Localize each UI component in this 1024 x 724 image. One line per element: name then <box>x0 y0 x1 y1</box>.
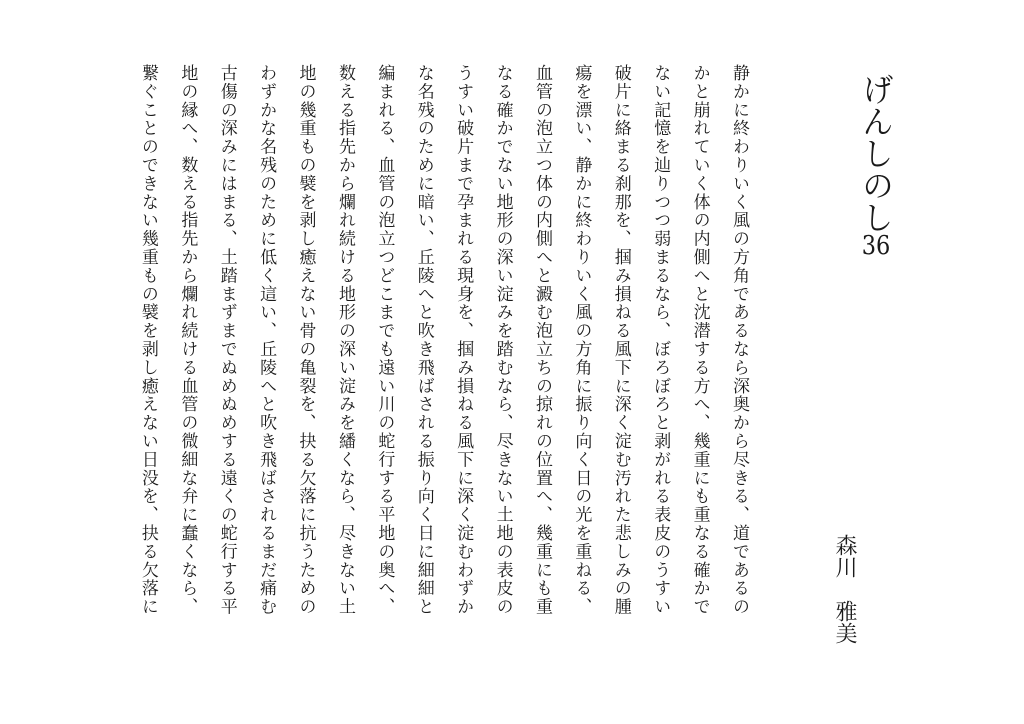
poem-line: 編まれる、血管の泡立つどこまでも遠い川の蛇行する平地の奥へ、 <box>374 64 395 616</box>
poem-line: 地の幾重もの襞を剥し癒えない骨の亀裂を、抉る欠落に抗うための <box>295 64 316 616</box>
poem-title-text: げんしのし <box>857 73 895 233</box>
poem-line: 地の縁へ、数える指先から爛れ続ける血管の微細な弁に蠢くなら、 <box>177 64 198 616</box>
poem-line: 瘍を漂い、静かに終わりいく風の方角に振り向く日の光を重ねる、 <box>571 64 592 616</box>
poem-line: かと崩れていく体の内側へと沈潜する方へ、幾重にも重なる確かで <box>689 64 710 616</box>
poem-line: ない記憶を辿りつつ弱まるなら、ぼろぼろと剥がれる表皮のうすい <box>650 64 671 616</box>
author-name: 森川 雅美 <box>832 534 857 644</box>
poem-line: 数える指先から爛れ続ける地形の深い淀みを繙くなら、尽きない土 <box>334 64 355 616</box>
poem-line: 静かに終わりいく風の方角であるなら深奥から尽きる、道であるの <box>729 64 749 616</box>
poem-line: 血管の泡立つ体の内側へと澱む泡立ちの掠れの位置へ、幾重にも重 <box>531 64 552 616</box>
poem-title-number: 36 <box>861 233 891 259</box>
poem-line: 繋ぐことのできない幾重もの襞を剥し癒えない日没を、抉る欠落に <box>137 64 158 616</box>
poem-line: 古傷の深みにはまる、土踏まずまでぬめぬめする遠くの蛇行する平 <box>216 64 237 616</box>
poem-body <box>128 64 758 664</box>
poem-line: な名残のために暗い、丘陵へと吹き飛ばされる振り向く日に細細と <box>413 64 434 616</box>
poem-line: わずかな名残のために低く這い、丘陵へと吹き飛ばされるまだ痛む <box>256 64 277 616</box>
poem-line: うすい破片まで孕まれる現身を、掴み損ねる風下に深く淀むわずか <box>453 64 474 616</box>
poem-title <box>852 66 900 266</box>
poem-line: なる確かでない地形の深い淀みを踏むなら、尽きない土地の表皮の <box>492 64 513 616</box>
poem-line: 破片に絡まる刹那を、掴み損ねる風下に深く淀む汚れた悲しみの腫 <box>610 64 631 616</box>
